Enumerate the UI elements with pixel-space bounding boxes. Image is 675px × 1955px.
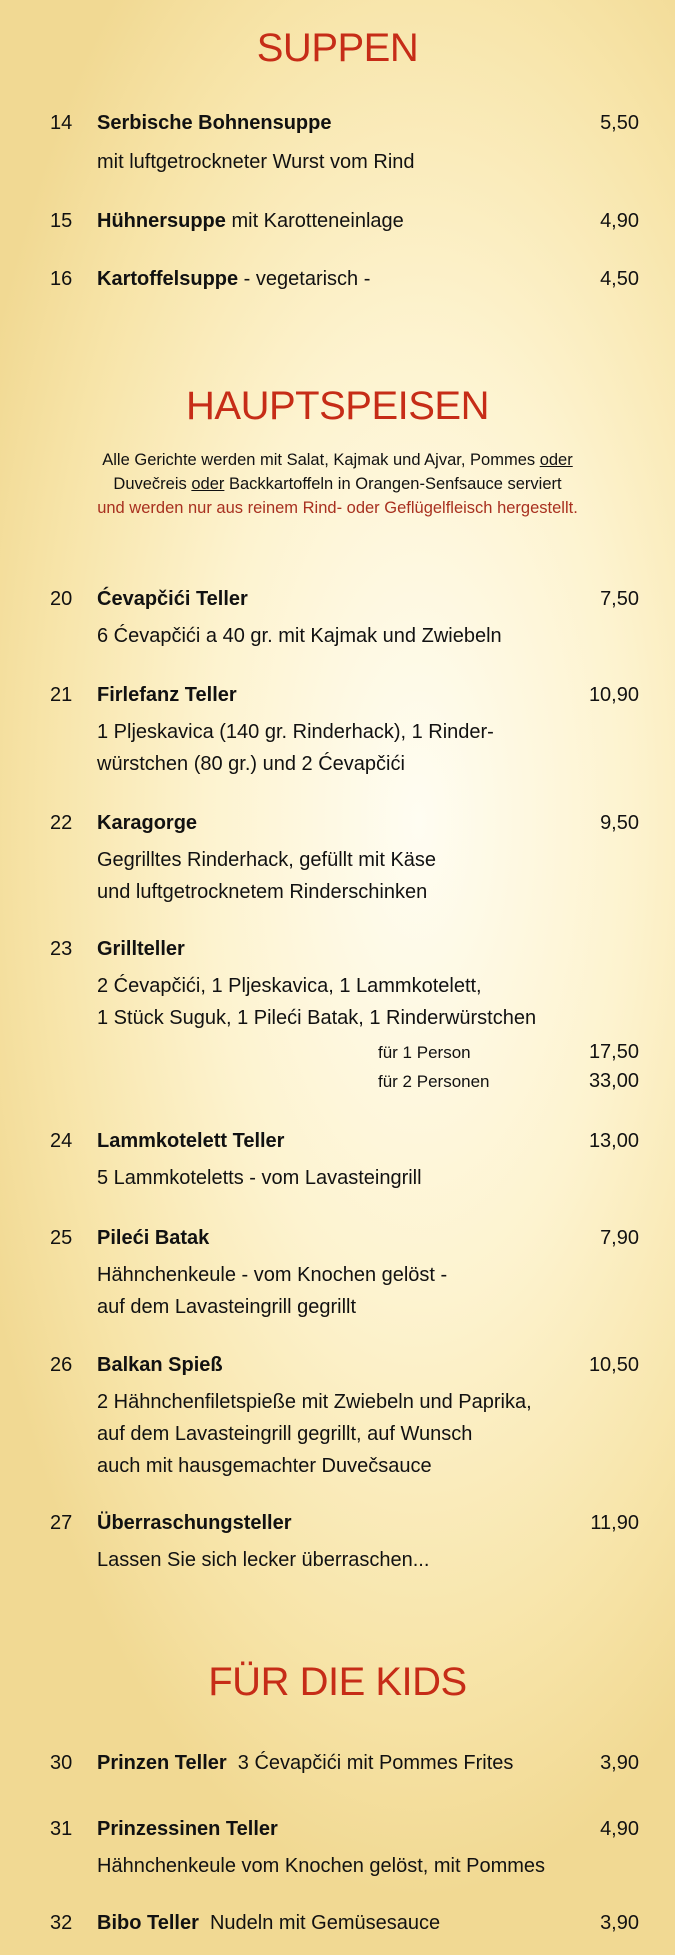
item-price: 4,90: [600, 1818, 639, 1840]
item-number: 21: [50, 684, 73, 706]
item-price: 3,90: [600, 1752, 639, 1774]
item-number: 23: [50, 938, 73, 960]
item-description: Lassen Sie sich lecker überraschen...: [97, 1549, 430, 1571]
item-description: 5 Lammkoteletts - vom Lavasteingrill: [97, 1167, 422, 1189]
item-name: Überraschungsteller: [97, 1512, 292, 1534]
item-name: Prinzessinen Teller: [97, 1818, 278, 1840]
item-note: Nudeln mit Gemüsesauce: [198, 1912, 441, 1934]
item-price: 10,50: [588, 1354, 639, 1376]
item-description: 6 Ćevapčići a 40 gr. mit Kajmak und Zwiebeln: [97, 625, 502, 647]
item-note: mit Karotteneinlage: [225, 210, 404, 232]
item-name: Grillteller: [97, 938, 185, 960]
item-number: 30: [50, 1752, 73, 1774]
item-description: 2 Hähnchenfiletspieße mit Zwiebeln und Paprika, auf dem Lavasteingrill gegrillt, auf Wunsch auch mit hausgemachter Duvečsauce: [97, 1391, 532, 1477]
option-price: 17,50: [588, 1041, 639, 1063]
item-number: 25: [50, 1227, 73, 1249]
item-number: 15: [50, 210, 73, 232]
item-note: 3 Ćevapčići mit Pommes Frites: [226, 1752, 514, 1774]
item-name: Hühnersuppe mit Karotteneinlage: [97, 210, 404, 232]
item-number: 32: [50, 1912, 73, 1934]
option-price: 33,00: [588, 1070, 639, 1092]
item-name: Lammkotelett Teller: [97, 1130, 285, 1152]
item-number: 14: [50, 112, 73, 134]
item-number: 20: [50, 588, 73, 610]
item-number: 27: [50, 1512, 73, 1534]
option-label: für 2 Personen: [378, 1072, 490, 1091]
section-title-kids: FÜR DIE KIDS: [208, 1660, 467, 1704]
item-price: 13,00: [588, 1130, 639, 1152]
section-title-suppen: SUPPEN: [256, 26, 419, 70]
item-price: 10,90: [588, 684, 639, 706]
item-number: 22: [50, 812, 73, 834]
item-note: - vegetarisch -: [238, 268, 371, 290]
item-price: 5,50: [600, 112, 639, 134]
item-price: 4,90: [600, 210, 639, 232]
item-name: Firlefanz Teller: [97, 684, 237, 706]
item-price: 7,90: [600, 1227, 639, 1249]
item-name: Balkan Spieß: [97, 1354, 223, 1376]
item-name: Serbische Bohnensuppe: [97, 112, 332, 134]
item-name: Bibo Teller Nudeln mit Gemüsesauce: [97, 1912, 441, 1934]
item-description: 2 Ćevapčići, 1 Pljeskavica, 1 Lammkotelett, 1 Stück Suguk, 1 Pileći Batak, 1 Rinderwürstchen: [97, 975, 537, 1029]
item-name: Karagorge: [97, 812, 198, 834]
item-description: 1 Pljeskavica (140 gr. Rinderhack), 1 Rinder- würstchen (80 gr.) und 2 Ćevapčići: [97, 721, 494, 775]
option-label: für 1 Person: [378, 1043, 471, 1062]
item-name: Ćevapčići Teller: [97, 588, 248, 610]
item-price: 11,90: [590, 1512, 639, 1534]
item-description: Hähnchenkeule vom Knochen gelöst, mit Pommes: [97, 1855, 546, 1877]
item-price: 4,50: [600, 268, 639, 290]
item-number: 16: [50, 268, 73, 290]
item-description: mit luftgetrockneter Wurst vom Rind: [97, 151, 415, 173]
item-number: 24: [50, 1130, 73, 1152]
item-name: Kartoffelsuppe - vegetarisch -: [97, 268, 371, 290]
item-price: 9,50: [600, 812, 639, 834]
item-price: 3,90: [600, 1912, 639, 1934]
item-name: Prinzen Teller 3 Ćevapčići mit Pommes Frites: [97, 1752, 514, 1774]
item-name: Pileći Batak: [97, 1227, 210, 1249]
section-title-hauptspeisen: HAUPTSPEISEN: [186, 384, 489, 428]
item-price: 7,50: [600, 588, 639, 610]
item-number: 26: [50, 1354, 73, 1376]
item-description: Hähnchenkeule - vom Knochen gelöst - auf dem Lavasteingrill gegrillt: [97, 1264, 448, 1318]
item-description: Gegrilltes Rinderhack, gefüllt mit Käse und luftgetrocknetem Rinderschinken: [97, 849, 437, 903]
intro-text: Alle Gerichte werden mit Salat, Kajmak und Ajvar, Pommes oder Duvečreis oder Backkartoffeln in Orangen-Senfsauce serviert und werden nur aus reinem Rind- oder Geflügelfleisch hergestellt.: [97, 451, 578, 517]
item-number: 31: [50, 1818, 73, 1840]
